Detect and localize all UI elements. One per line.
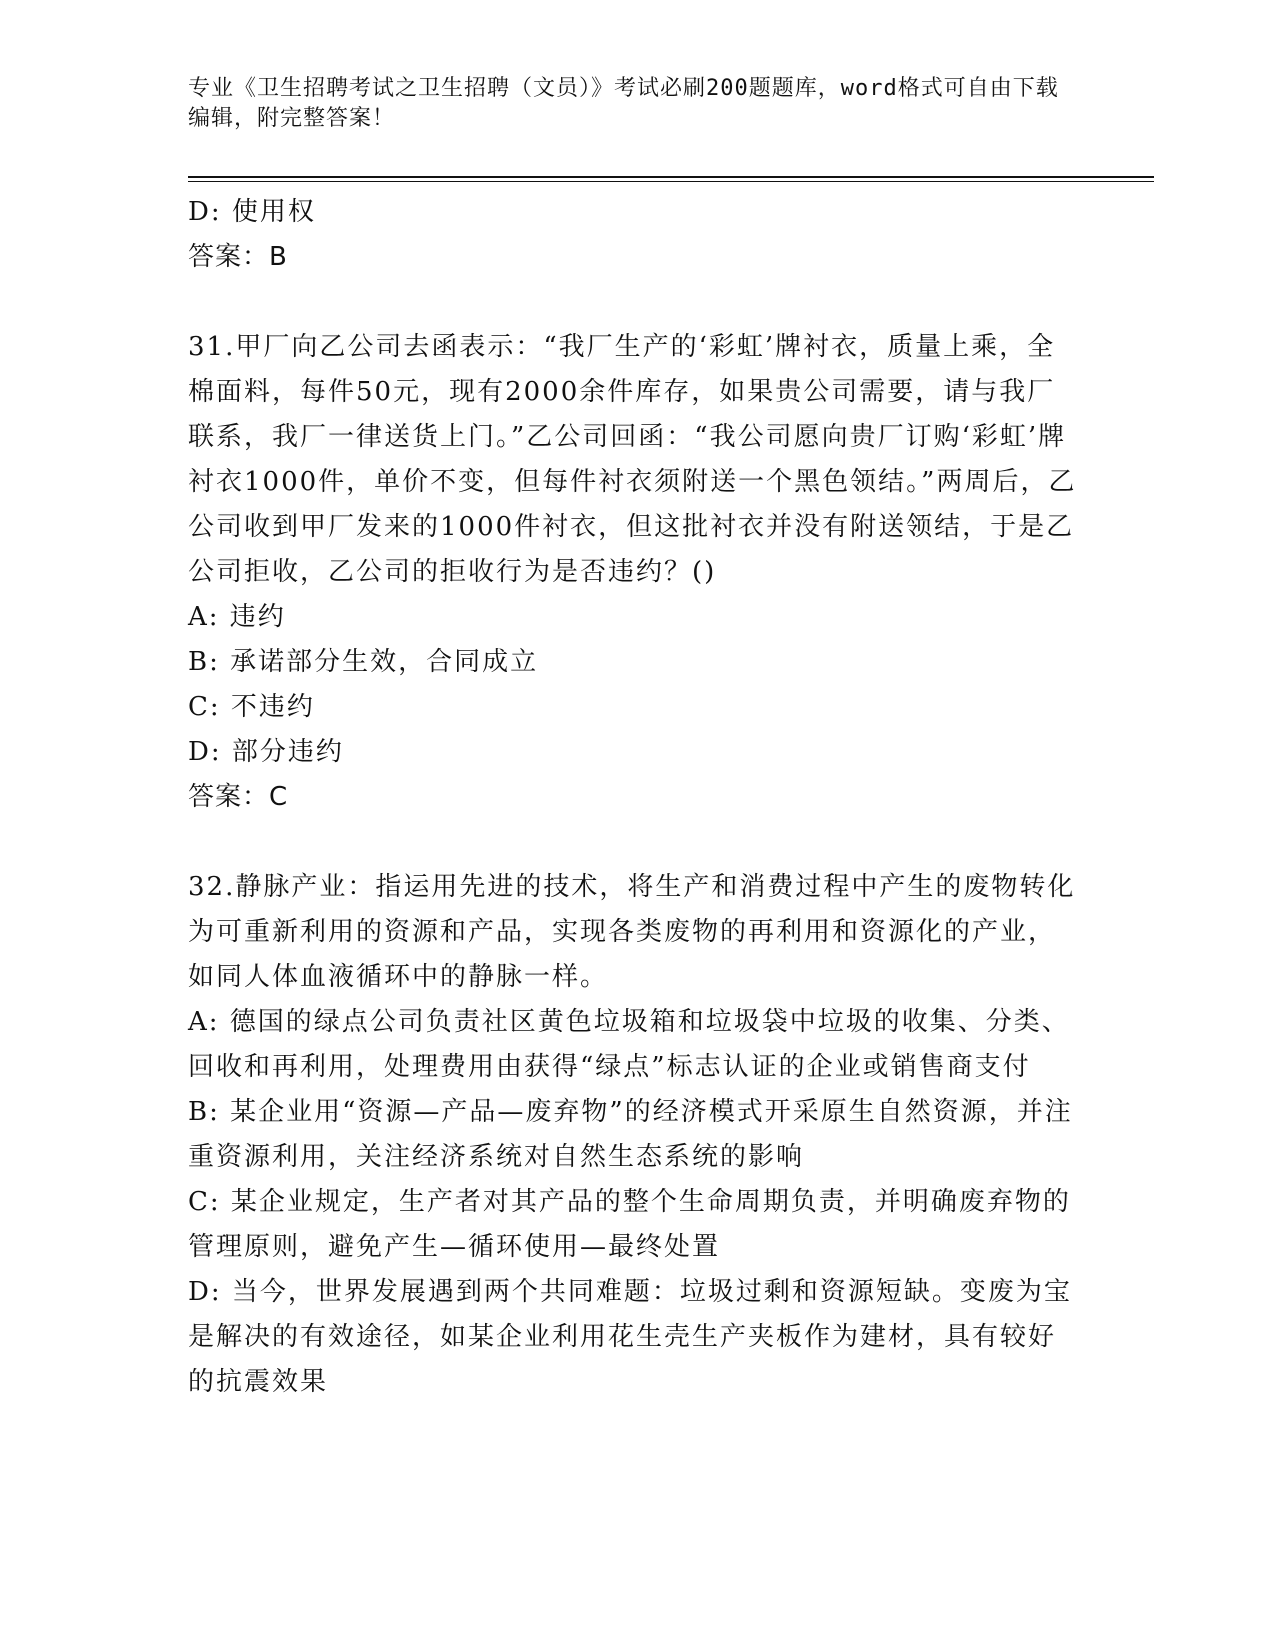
question-stem: 31.甲厂向乙公司去函表示：“我厂生产的‘彩虹’牌衬衣，质量上乘，全棉面料，每件50元，现有2000余件库存，如果贵公司需要，请与我厂联系，我厂一律送货上门。”乙公司回函：“我公司愿向贵厂订购‘彩虹’牌衬衣1000件，单价不变，但每件衬衣须附送一个黑色领结。”两周后，乙公司收到甲厂发来的1000件衬衣，但这批衬衣并没有附送领结，于是乙公司拒收，乙公司的拒收行为是否违约？(): [188, 332, 1077, 587]
option-c: C: 不违约: [188, 692, 315, 722]
option-a: A: 违约: [188, 602, 286, 632]
page-header: 专业《卫生招聘考试之卫生招聘（文员）》考试必刷200题题库，word格式可自由下载编辑，附完整答案！: [188, 76, 1059, 131]
answer: 答案：B: [188, 242, 288, 272]
option-d: D: 当今，世界发展遇到两个共同难题：垃圾过剩和资源短缺。变废为宝是解决的有效途径，如某企业利用花生壳生产夹板作为建材，具有较好的抗震效果: [188, 1277, 1072, 1397]
question-32: [188, 865, 1078, 1405]
option-d: D: 使用权: [188, 197, 316, 227]
option-b: B: 某企业用“资源—产品—废弃物”的经济模式开采原生自然资源，并注重资源利用，关注经济系统对自然生态系统的影响: [188, 1097, 1073, 1172]
answer: 答案：C: [188, 782, 289, 812]
header-divider-thick: [188, 176, 1154, 178]
option-a: A: 德国的绿点公司负责社区黄色垃圾箱和垃圾袋中垃圾的收集、分类、回收和再利用，处理费用由获得“绿点”标志认证的企业或销售商支付: [188, 1007, 1070, 1082]
previous-question-tail: [188, 190, 1078, 280]
question-stem: 32.静脉产业：指运用先进的技术，将生产和消费过程中产生的废物转化为可重新利用的资源和产品，实现各类废物的再利用和资源化的产业，如同人体血液循环中的静脉一样。: [188, 872, 1076, 992]
header-divider-thin: [188, 181, 1154, 182]
spacer: [188, 820, 1078, 865]
option-c: C: 某企业规定，生产者对其产品的整个生命周期负责，并明确废弃物的管理原则，避免产生—循环使用—最终处置: [188, 1187, 1071, 1262]
document-body: [188, 190, 1078, 1405]
spacer: [188, 280, 1078, 325]
option-b: B: 承诺部分生效，合同成立: [188, 647, 539, 677]
question-31: [188, 325, 1078, 820]
option-d: D: 部分违约: [188, 737, 344, 767]
